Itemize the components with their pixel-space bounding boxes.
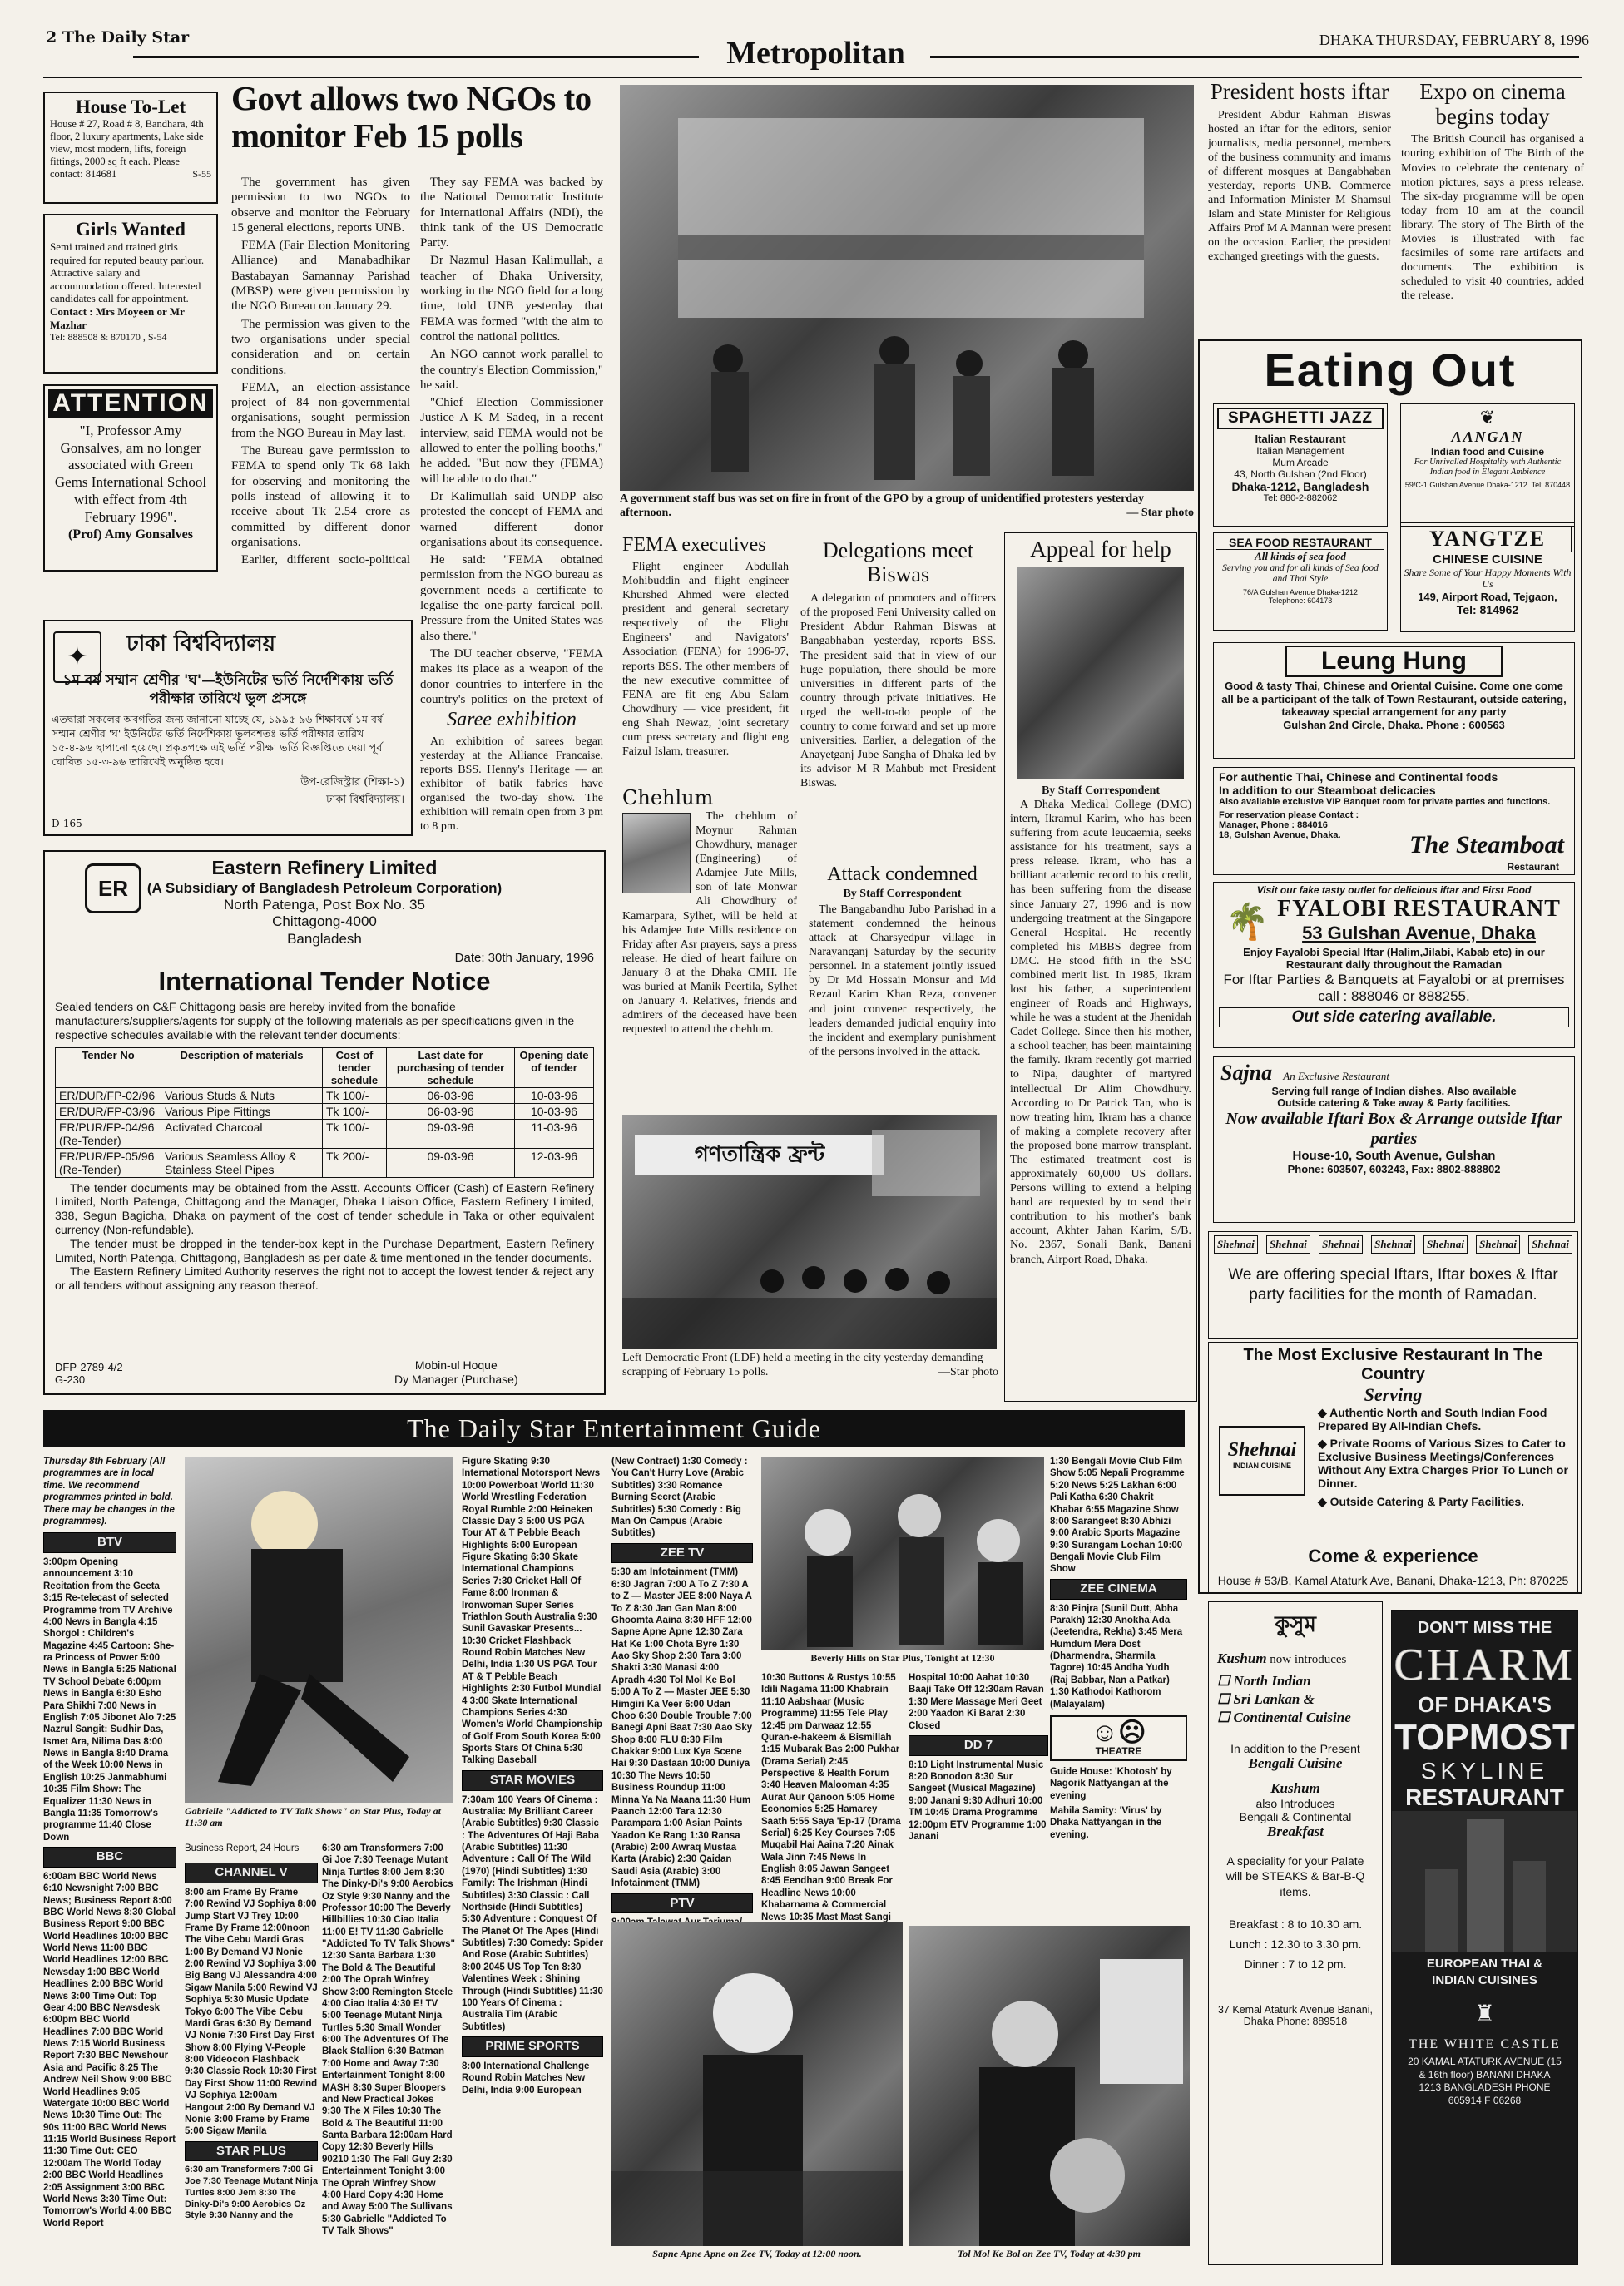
expo-text: The British Council has organised a touring exhibition of The Birth of the Movies to celebrate the centenary of motion pictures, says a press release. The six-day programme will be open today from 10 am at the council library. The story of The Birth of the Movies is illustrated with fac facsimiles of some rare artifacts and documents. The exhibition is scheduled to visit 40 countries, added the release. [1401, 133, 1584, 303]
channel-prime-sports: PRIME SPORTS [462, 2036, 603, 2057]
steamboat-line3: Also available exclusive VIP Banquet room for private parties and functions. [1219, 797, 1551, 807]
sapne-scene [611, 1922, 903, 2246]
lead-paragraph: He said: "FEMA obtained permission from the NGO bureau as government needs a certificate to legalise the one-party farcical poll. Pressure from the United States was also there." [420, 553, 603, 643]
lead-paragraph: The permission was given to the two organisations under special consideration and on certain conditions. [231, 317, 410, 377]
sajna-address: House-10, South Avenue, Gulshan [1292, 1149, 1496, 1163]
lead-column-2 [420, 175, 603, 707]
shehnai-logo-mini: Shehnai [1214, 1235, 1258, 1254]
table-cell: 10-03-96 [515, 1103, 594, 1119]
house-to-let-code: S-55 [192, 168, 211, 180]
fena-headline: FEMA executives [622, 534, 766, 556]
du-body: এতদ্বারা সকলের অবগতির জন্য জানানো যাচ্ছে যে, ১৯৯৫-৯৬ শিক্ষাবর্ষে ১ম বর্ষ সম্মান শ্রেণীর 'ঘ' ইউনিটের ভর্তি নির্দেশিকায় ভুলবশতঃ ভর্তি পরীক্ষার তারিখ ১৫-৪-৯৬ ছাপানো হয়েছে। প্রকৃতপক্ষে এই ভর্তি পরীক্ষা ভর্তি বিজ্ঞপ্তিতে দেয়া পূর্ব ঘোষিত ১৫-৩-৯৬ তারিখেই অনুষ্ঠিত হবে। [52, 713, 383, 768]
aangan-logo-icon: ❦ [1479, 408, 1496, 428]
star-plus-schedule: 6:30 am Transformers 7:00 Gi Joe 7:30 Teenage Mutant Ninja Turtles 8:00 Jem 8:30 The Dinky-Di's 9:00 Aerobics Oz Style 9:30 Nanny and the Professor 10:00 The Beverly Hillbillies 10:30 Ciao Italia 11:00 E! TV 11:30 Gabrielle "Addicted To TV Talk Shows" 12:30 Santa Barbara 1:30 The Bold & The Beautiful 2:00 The Oprah Winfrey Show 3:00 Remington Steele 4:00 Ciao Italia 4:30 E! TV 5:00 Teenage Mutant Ninja Turtles 5:30 Small Wonder 6:00 The Adventures Of The Black Stallion 6:30 Batman 7:00 Home and Away 7:30 Entertainment Tonight 8:00 MASH 8:30 Super Bloopers and New Practical Jokes 9:30 The X Files 10:30 The Bold & The Beautiful 11:00 Santa Barbara 12:00am Hard Copy 12:30 Beverly Hills 90210 1:30 The Fall Guy 2:30 Entertainment Tonight 3:00 The Oprah Winfrey Show 4:00 Hard Copy 4:30 Home and Away 5:00 The Sullivans 5:30 Gabrielle "Addicted To TV Talk Shows" [322, 1843, 455, 2236]
lead-paragraph: An NGO cannot work parallel to the country's Election Commission," he said. [420, 348, 603, 392]
section-title: Metropolitan [726, 36, 905, 71]
steamboat-ad [1213, 767, 1575, 875]
sajna-line1: Serving full range of Indian dishes. Also available [1271, 1086, 1517, 1097]
shehnai-logo-mini: Shehnai [1266, 1235, 1310, 1254]
star-movies-schedule: 7:30am 100 Years Of Cinema : Australia: My Brilliant Career (Arabic Subtitles) 9:30 Classic : The Adventures Of Haji Baba (Arabic Subtitles) 11:30 Adventure : Call Of The Wild (1970) (Hindi Subtitles) 1:30 Family: The Irishman (Hindi Subtitles) 3:30 Classic : Call Northside (Hindi Subtitles) 5:30 Adventure : Conquest Of The Planet Of The Apes (Hindi Subtitles) 7:30 Comedy: Spider And Rose (Arabic Subtitles) 8:00 2045 US Top Ten 8:30 Valentines Week : Shining Through (Hindi Subtitles) 11:30 100 Years Of Cinema : Australia Tim (Arabic Subtitles) [462, 1794, 603, 2032]
ldf-photo-caption [622, 1352, 998, 1402]
kusum-intro-text: now introduces [1270, 1653, 1347, 1666]
tender-col-header: Description of materials [161, 1047, 323, 1087]
channel-v-schedule: 8:00 am Frame By Frame 7:00 Rewind VJ Sophiya 8:00 Jump Start VJ Trey 10:00 Frame By Frame 12:00noon The Vibe Cebu Mardi Gras 1:00 By Demand VJ Nonie 2:00 Rewind VJ Sophiya 3:00 Big Bang VJ Alessandra 4:00 Sigaw Manila 5:00 Rewind VJ Sophiya 5:30 Music Update Tokyo 6:00 The Vibe Cebu Mardi Gras 6:30 By Demand VJ Nonie 7:30 First Day First Show 8:00 Flying V-People 8:00 Videocon Flashback 9:30 Classic Rock 10:30 First Day First Show 11:00 Rewind VJ Sophiya 12:00am Hangout 2:00 By Demand VJ Nonie 3:00 Frame by Frame 5:00 Sigaw Manila [185, 1887, 318, 2137]
appeal-text: A Dhaka Medical College (DMC) intern, Ikramul Karim, who has been suffering from acute leucaemia, seeks assistance for his treatment, says a press release. Ikram, who has a brilliant academic record to his credit, has been suffering from the disease since January 27, 1996 and is now undergoing treatment at the Singapore General Hospital. He recently completed his MBBS degree from DMC. He stood fifth in the SSC combined merit list. In 1985, Ikram lost his father, a superintendent engineer of Roads and Highways, while he was a student at the Jhenidah Cadet College. Since then his mother, a school teacher, has been maintaining the family. Ikram recently got married to Nipa, daughter of martyred intellectual Dr Alim Chowdhury. According to Dr Patrick Tan, who is now treating him, Ikram has a chance of making a complete recovery after the proposed bone marrow transplant. The estimated treatment cost is approximately 60,000 US dollars. Persons willing to extend a helping hand are requested by to send their contribution to his mother's bank account, Akhter Jahan Karim, S/B. No. 2367, Sonali Bank, Banani branch, Airport Road, Dhaka. [1010, 799, 1191, 1266]
saree-headline: Saree exhibition [447, 709, 577, 730]
channel-star-movies: STAR MOVIES [462, 1770, 603, 1791]
ldf-caption-credit: —Star photo [938, 1365, 998, 1378]
kusum-breakfast: Breakfast : 8 to 10.30 am. [1228, 1917, 1363, 1931]
channel-star-plus: STAR PLUS [185, 2141, 318, 2162]
ldf-caption-text: Left Democratic Front (LDF) held a meeting in the city yesterday demanding scrapping of February 15 polls. [622, 1352, 983, 1378]
attention-notice [43, 384, 218, 572]
lead-headline: Govt allows two NGOs to monitor Feb 15 polls [231, 80, 592, 156]
kusum-cuisine: ☐ North Indian [1217, 1673, 1311, 1689]
tender-ref: DFP-2789-4/2 [55, 1360, 123, 1373]
tender-col-header: Tender No [56, 1047, 161, 1087]
tol-mol-scene [909, 1926, 1190, 2246]
spaghetti-line1: Italian Restaurant [1255, 433, 1346, 445]
tender-col-header: Last date for purchasing of tender schedule [387, 1047, 515, 1087]
girls-wanted-ad [43, 214, 218, 374]
seafood-line2: Serving you and for all kinds of Sea food and Thai Style [1222, 563, 1379, 585]
kusum-cuisine-text: Sri Lankan & [1233, 1691, 1315, 1708]
tender-date: Date: 30th January, 1996 [454, 951, 594, 966]
shehnai-feature-text: Private Rooms of Various Sizes to Cater to Exclusive Business Meetings/Conferences Without Any Extra Charges Prior To Lunch or Dinner. [1318, 1437, 1568, 1491]
bbc-schedule: 6:00am BBC World News 6:10 Newsnight 7:00 BBC News; Business Report 8:00 BBC World News 8:30 Global Business Report 9:00 BBC World Headlines 10:00 BBC World News 11:00 BBC World Headlines 12:00 BBC Newsday 1:00 BBC World Headlines 2:00 BBC World News 3:00 Time Out: Top Gear 4:00 BBC Newsdesk 6:00pm BBC World Headlines 7:00 BBC World News 7:15 World Business Report 7:30 BBC Newshour Asia and Pacific 8:25 The Andrew Neil Show 9:00 BBC World Headlines 9:05 Watergate 10:00 BBC World News 10:30 Time Out: The 90s 11:00 BBC World News 11:15 World Business Report 11:30 Time Out: CEO 12:00am The World Today 2:00 BBC World Headlines 2:05 Assignment 3:00 BBC World News 3:30 Time Out: Tomorrow's World 4:00 BBC World Report [43, 1871, 176, 2229]
channel-btv: BTV [43, 1532, 176, 1553]
gabrielle-caption: Gabrielle "Addicted to TV Talk Shows" on Star Plus, Today at 11:30 am [185, 1805, 441, 1829]
sajna-line3: Now available Iftari Box & Arrange outside Iftar parties [1225, 1110, 1562, 1148]
chehlum-headline: Chehlum [622, 786, 714, 809]
gpo-bus-fire-photo [620, 85, 1194, 491]
steamboat-contact: For reservation please Contact : Manager, Phone : 884016 [1219, 810, 1359, 830]
tender-company: Eastern Refinery Limited [211, 857, 438, 878]
leung-hung-text: Good & tasty Thai, Chinese and Oriental Cuisine. Come one come all be a participant of the talk of Town Restaurant, outside catering, takeaway special arrangement for any party [1221, 680, 1567, 719]
sajna-name: Sajna [1220, 1061, 1273, 1085]
shehnai-feature: ◆ Private Rooms of Various Sizes to Cater to Exclusive Business Meetings/Conferences Without Any Extra Charges Prior To Lunch or Dinner. [1318, 1437, 1568, 1491]
shehnai-feature-text: Outside Catering & Party Facilities. [1329, 1494, 1525, 1508]
shehnai-logo-text: Shehnai [1227, 1439, 1297, 1461]
eating-out-title: Eating Out [1264, 344, 1517, 396]
fyalobi-line2: For Iftar Parties & Banquets at Fayalobi or at premises call : 888046 or 888255. [1223, 971, 1565, 1005]
theatre-masks-icon: ☺☹ [1091, 1716, 1146, 1747]
theatre-logo-text: THEATRE [1095, 1744, 1142, 1757]
mahila-listing: Mahila Samity: 'Virus' by Dhaka Nattyangan in the evening. [1050, 1806, 1162, 1840]
fena-story [622, 534, 789, 775]
girls-wanted-title: Girls Wanted [76, 219, 186, 240]
table-cell: ER/DUR/FP-02/96 [56, 1087, 161, 1103]
attack-headline: Attack condemned [827, 863, 978, 885]
white-castle-address: 20 KAMAL ATATURK AVENUE (15 & 16th floor) BANANI DHAKA 1213 BANGLADESH PHONE 605914 F 06268 [1408, 2056, 1562, 2106]
lead-column-1 [231, 175, 410, 570]
kusum-line1: In addition to the Present [1230, 1742, 1360, 1756]
spaghetti-tel: Tel: 880-2-882062 [1263, 493, 1338, 503]
palm-tree-icon: 🌴 [1225, 901, 1270, 942]
leung-hung-address: Gulshan 2nd Circle, Dhaka. Phone : 600563 [1283, 718, 1505, 731]
saree-exhibition-story [420, 709, 603, 838]
misc-schedule: 10:30 Buttons & Rustys 10:55 Idili Nagama 11:00 Khabrain 11:10 Aabshaar (Music Programme) 11:55 Tele Play 12:45 pm Darwaaz 12:55 Quran-e-hakeem & Bismillah 1:15 Mubarak Bas 2:00 Pukhar (Drama Serial) 2:45 Perspective & Health Forum 3:40 Heaven Malooman 4:35 Aurat Aur Qanoon 5:05 Home Economics 5:25 Hamarey Saath 5:55 Saya 'Ep-17 (Drama Serial) 6:25 Key Courses 7:05 Muqabil Hai Aaina 7:20 Ainak Wala Jinn 7:45 News In English 8:05 Jawan Sangeet 8:45 Eendhan 9:00 Break For Headline News 10:00 Khabarnama & Commercial News 10:35 Mast Mast Sangi [761, 1673, 901, 1922]
tender-para-3: The Eastern Refinery Limited Authority reserves the right not to accept the lowest tender & reject any or all tenders without assigning any reason thereof. [55, 1264, 594, 1293]
kusum-logo: কুসুম [1275, 1612, 1316, 1637]
steamboat-name: The Steamboat [1409, 831, 1564, 858]
lead-paragraph: FEMA (Fair Election Monitoring Alliance) and Manabadhikar Bastabayan Samannay Parishad (MBSP) were given permission by the NGO Bureau on January 29. [231, 239, 410, 314]
chehlum-text: The chehlum of Moynur Rahman Chowdhury, manager (Engineering) of Adamjee Jute Mills, son of late Monwar Ali Chowdhury of Kamarpara, Sylhet, will be held at his Adamjee Jute Mills residence on Friday after Asr prayers, says a press release. He died of heart failure on January 8 at the Dhaka CMH. He was buried at Manik Peertila, Sylhet on January 4. Relatives, friends and admirers of the deceased have been requested to attend the chehlum. [622, 810, 797, 1037]
gpo-caption-credit: — Star photo [1126, 506, 1194, 519]
seafood-line1: All kinds of sea food [1255, 550, 1346, 562]
lead-paragraph: Earlier, different socio-political [241, 553, 410, 567]
leung-hung-ad [1213, 642, 1575, 759]
sapne-caption: Sapne Apne Apne on Zee TV, Today at 12:00 noon. [652, 2248, 862, 2259]
du-sign1: উপ-রেজিস্ট্রার (শিক্ষা-১) [300, 775, 404, 789]
yangtze-address: 149, Airport Road, Tejgaon, [1418, 590, 1557, 603]
attack-byline: By Staff Correspondent [843, 888, 962, 900]
aangan-address: 59/C-1 Gulshan Avenue Dhaka-1212. Tel: 870448 [1404, 481, 1571, 490]
tender-code: G-230 [55, 1373, 86, 1387]
du-title: ঢাকা বিশ্ববিদ্যালয় [126, 631, 276, 656]
expo-headline: Expo on cinema begins today [1419, 80, 1566, 129]
beverly-hills-scene [761, 1457, 1044, 1650]
gpo-caption-text: A government staff bus was set on fire in front of the GPO by a group of unidentified protesters yesterday afternoon. [620, 492, 1145, 519]
aangan-line2: For Unrivalled Hospitality with Authentic Indian food in Elegant Ambience [1414, 458, 1562, 477]
fyalobi-name: FYALOBI RESTAURANT [1277, 896, 1561, 922]
kusum-line7: A speciality for your Palate will be STEAKS & Bar-B-Q items. [1225, 1854, 1365, 1898]
fyalobi-line3: Out side catering available. [1219, 1007, 1569, 1027]
tender-para-1: The tender documents may be obtained from the Asstt. Accounts Officer (Cash) of Eastern Refinery Limited, North Patenga, Chittagong and the Manager, Dhaka Liaison Office, Eastern Refinery Limited, 338, Segun Bagicha, Dhaka on payment of the cost of tender schedule in Taka or other equivalent currency (Non-refundable). [55, 1180, 594, 1236]
btv-schedule: 3:00pm Opening announcement 3:10 Recitation from the Geeta 3:15 Re-telecast of selected Programme from TV Archive 4:00 News in Bangla 4:15 Shorgol : Children's Magazine 4:45 Cartoon: She-ra Princess of Power 5:00 News in Bangla 5:25 National TV School Debate 6:00pm News in Bangla 6:30 Esho Para Shikhi 7:00 News in English 7:05 Jibonet Alo 7:25 Nazrul Sangit: Sudhir Das, Ismet Ara, Nilima Das 8:00 News in Bangla 8:40 Drama of the Week 10:00 News in English 10:25 Janmabhumi 10:35 Film Show: The Equalizer 11:30 News in Bangla 11:35 Tomorrow's programme 11:40 Close Down [43, 1557, 176, 1843]
white-castle-t2: CHARM [1394, 1640, 1576, 1690]
table-cell: Activated Charcoal [161, 1119, 323, 1148]
table-row [56, 1087, 594, 1103]
tender-col-header: Cost of tender schedule [323, 1047, 387, 1087]
guide-intro: Thursday 8th February (All programmes are in local time. We recommend programmes printed in bold. There may be changes in the programmes). [43, 1457, 175, 1526]
tender-table [55, 1047, 594, 1178]
table-cell: 06-03-96 [387, 1103, 515, 1119]
table-cell: ER/DUR/FP-03/96 [56, 1103, 161, 1119]
attack-condemned-story [809, 863, 996, 1101]
appeal-headline: Appeal for help [1030, 537, 1171, 562]
channel-ptv: PTV [611, 1893, 753, 1914]
steamboat-line1: For authentic Thai, Chinese and Continental foods [1219, 770, 1498, 784]
bengali-schedule: 1:30 Bengali Movie Club Film Show 5:05 Nepali Programme 5:20 News 5:25 Lakhan 6:00 Pali Katha 6:30 Chakrit Khabar 6:55 Magazine Show 8:00 Sarangeet 8:30 Abhizi 9:00 Arabic Sports Magazine 9:30 Surangam Lochan 10:00 Bengali Movie Club Film Show [1050, 1457, 1185, 1575]
appeal-for-help-story [1004, 532, 1197, 1402]
attack-text: The Bangabandhu Jubo Parishad in a statement condemned the heinous attack at Charsyedpur village in Narayanganj Saturday by the security personnel. In a statement jointly issued by Dr Md Hossain Monsur and Md Rezaul Karim Khan Reza, convener and joint convener respectively, the leaders demanded judicial enquiry into the incident and exemplary punishment of the persons involved in the attack. [809, 903, 996, 1058]
shehnai-iftar-strip [1208, 1231, 1578, 1339]
kusum-cuisine-text: North Indian [1233, 1673, 1311, 1689]
gpo-photo-caption [620, 492, 1194, 526]
white-castle-ad [1391, 1610, 1578, 2265]
kusum-line2: Bengali Cuisine [1248, 1755, 1343, 1772]
shehnai-feature: ◆ Authentic North and South Indian Food Prepared By All-Indian Chefs. [1318, 1406, 1547, 1433]
table-row [56, 1119, 594, 1148]
table-cell: Tk 100/- [323, 1103, 387, 1119]
tender-title: International Tender Notice [158, 967, 491, 997]
zee-top-schedule: (New Contract) 1:30 Comedy : You Can't Hurry Love (Arabic Subtitles) 3:30 Romance Burning Secret (Arabic Subtitles) 5:30 Comedy : Big Man On Campus (Arabic Subtitles) [611, 1457, 748, 1539]
yangtze-line1: CHINESE CUISINE [1433, 552, 1542, 567]
seafood-tel: Telephone: 604173 [1268, 596, 1333, 606]
dateline: DHAKA THURSDAY, FEBRUARY 8, 1996 [1319, 32, 1589, 48]
house-to-let-title: House To-Let [75, 96, 186, 117]
fyalobi-address: 53 Gulshan Avenue, Dhaka [1302, 923, 1536, 943]
tender-subsidiary: (A Subsidiary of Bangladesh Petroleum Corporation) [146, 879, 503, 896]
photo-scene [620, 85, 1194, 491]
zee-tv-schedule: 5:30 am Infotainment (TMM) 6:30 Jagran 7:00 A To Z 7:30 A to Z — Master JEE 8:00 Naya A To Z 8:30 Jan Gan Man 8:00 Ghoomta Aaina 8:30 HFF 12:00 Sapne Apne Apne 12:30 Zara Hat Ke 1:00 Chota Byre 1:30 Aao Sky Shop 2:30 Tara 3:00 Shakti 3:30 Manasi 4:00 Apradh 4:30 Tol Mol Ke Bol 5:00 A To Z — Master JEE 5:30 Himgiri Ka Veer 6:00 Udan Choo 6:30 Double Trouble 7:00 Banegi Apni Baat 7:30 Aao Sky Shop 8:00 FLU 8:30 Film Chakkar 9:00 Lux Kya Scene Hai 9:30 Dastaan 10:00 Duniya 10:30 The News 10:50 Business Roundup 11:00 Minna Ya Na Maana 11:30 Hum Paanch 12:00 Tara 12:30 Parampara 1:00 Asian Paints Yaadon Ke Rang 1:30 Ransa (Arabic) 2:00 Awraq Mustaa Karta (Arabic) 2:30 Qaidan Saudi Asia (Arabic) 3:00 Infotainment (TMM) [611, 1567, 753, 1889]
kusum-ad [1208, 1601, 1383, 2265]
table-cell: Tk 200/- [323, 1148, 387, 1177]
table-cell: 06-03-96 [387, 1087, 515, 1103]
girls-wanted-text: Semi trained and trained girls required for reputed beauty parlour. Attractive salary and accommodation offered. Interested candidates call for appointment. [50, 240, 205, 305]
shehnai-logo-row [1214, 1235, 1572, 1254]
sajna-line2: Outside catering & Take away & Party facilities. [1277, 1097, 1511, 1109]
kusum-address: 37 Kemal Ataturk Avenue Banani, Dhaka Phone: 889518 [1217, 2003, 1373, 2027]
spaghetti-line2: Italian Management [1256, 445, 1344, 457]
kusum-dinner: Dinner : 7 to 12 pm. [1244, 1957, 1347, 1971]
shehnai-logo [1219, 1426, 1305, 1496]
yangtze-tel: Tel: 814962 [1456, 602, 1519, 616]
white-castle-cuisines: EUROPEAN THAI & INDIAN CUISINES [1426, 1957, 1543, 1987]
shehnai-address: House # 53/B, Kamal Ataturk Ave, Banani, Dhaka-1213, Ph: 870225 [1217, 1574, 1569, 1587]
table-cell: Various Seamless Alloy & Stainless Steel Pipes [161, 1148, 323, 1177]
spaghetti-line3: Mum Arcade [1272, 457, 1329, 468]
kusum-cuisine: ☐ Sri Lankan & [1217, 1691, 1315, 1708]
house-to-let-ad [43, 92, 218, 204]
yangtze-name: YANGTZE [1404, 526, 1572, 552]
guide-business-report: Business Report, 24 Hours [185, 1843, 300, 1853]
tender-address1: North Patenga, Post Box No. 35 [224, 896, 425, 913]
president-text: President Abdur Rahman Biswas hosted an iftar for the editors, senior journalists, media personnel, members of the business community and imams of different mosques at Bangabhaban yesterday, reports UNB. Commerce and Information Minister M Shamsul Islam and State Minister for Religious Affairs Prof M A Mannan were present on the occasion. Earlier, the president exchanged greetings with the guests. [1208, 108, 1391, 264]
hospital-schedule: Hospital 10:00 Aahat 10:30 Baaji Take Off 12:30am Ravan 1:30 Mere Massage Meri Geet 2:00 Yaadon Ki Barat 2:30 Closed [909, 1673, 1044, 1731]
table-cell: Various Studs & Nuts [161, 1087, 323, 1103]
delegations-text: A delegation of promoters and officers of the proposed Feni University called on President Abdur Rahman Biswas at Bangabhaban yesterday, reports BSS. The president said that in view of our huge population, there should be more universities in different parts of the country through private initiatives. He urged the well-to-do people of the country to come forward and set up more universities. Earlier, a delegation of the Anayetganj Jube Sangha of Dhaka led by its advisor M R Mahbub met President Biswas. [800, 592, 996, 790]
guide-house-listing: Guide House: 'Khotosh' by Nagorik Nattyangan at the evening [1050, 1766, 1172, 1801]
tender-signer: Mobin-ul Hoque [414, 1358, 498, 1373]
shehnai-ad [1208, 1342, 1578, 1593]
table-cell: 09-03-96 [387, 1148, 515, 1177]
yangtze-ad [1400, 522, 1575, 632]
table-cell: 12-03-96 [515, 1148, 594, 1177]
du-sign2: ঢাকা বিশ্ববিদ্যালয়। [326, 793, 404, 806]
table-cell: 11-03-96 [515, 1119, 594, 1148]
leung-hung-name: Leung Hung [1285, 646, 1503, 677]
theatre-masks-logo [1050, 1715, 1187, 1761]
girls-wanted-contact: Contact : Mrs Moyeen or Mr Mazhar [50, 304, 185, 331]
ldf-meeting-photo [622, 1115, 997, 1349]
du-code: D-165 [52, 818, 82, 829]
tender-notice-ad [43, 850, 606, 1395]
entertainment-guide-banner [43, 1410, 1185, 1447]
masthead-rule-left [133, 56, 699, 58]
fyalobi-ad [1213, 882, 1575, 1048]
shehnai-feature: ◆ Outside Catering & Party Facilities. [1318, 1494, 1525, 1508]
channel-zee-cinema: ZEE CINEMA [1050, 1579, 1187, 1600]
lead-paragraph: Dr Kalimullah said UNDP also protested the concept of FEMA and warned different donor organisations about its consequence. [420, 489, 603, 549]
sajna-phone: Phone: 603507, 603243, Fax: 8802-888802 [1287, 1163, 1501, 1175]
chehlum-story [622, 786, 797, 1098]
spaghetti-address: 43, North Gulshan (2nd Floor) [1234, 468, 1367, 480]
seafood-name: SEA FOOD RESTAURANT [1216, 536, 1384, 550]
table-row [56, 1148, 594, 1177]
erl-logo-icon: ER [85, 863, 141, 913]
table-cell: Various Pipe Fittings [161, 1103, 323, 1119]
table-row [56, 1103, 594, 1119]
table-cell: Tk 100/- [323, 1119, 387, 1148]
tol-mol-caption: Tol Mol Ke Bol on Zee TV, Today at 4:30 pm [958, 2248, 1141, 2259]
channel-v: CHANNEL V [185, 1863, 318, 1883]
aangan-line1: Indian food and Cuisine [1431, 446, 1544, 458]
skyline-illustration [1392, 1811, 1578, 1952]
spaghetti-jazz-ad [1213, 403, 1388, 527]
attention-text: "I, Professor Amy Gonsalves, am no longer associated with Green Gems International School with effect from 4th February 1996". [54, 423, 207, 525]
delegations-headline: Delegations meet Biswas [822, 539, 974, 586]
white-castle-t4: TOPMOST [1394, 1716, 1575, 1758]
beverly-hills-photo [761, 1457, 1044, 1650]
kusum-cuisines [1217, 1672, 1374, 1727]
star-sports-schedule: Figure Skating 9:30 International Motorsport News 10:00 Powerboat World 11:30 World Wrestling Federation Royal Rumble 2:00 Heineken Classic Day 3 5:00 US PGA Tour AT & T Pebble Beach Highlights 6:00 European Figure Skating 6:30 Skate International Champions Series 7:30 Cricket Hall Of Fame 8:00 Ironman & Ironwoman Super Series Triathlon South Australia 9:30 Sunil Gavaskar Presents... 10:30 Cricket Flashback Round Robin Matches New Delhi, India 1:30 US PGA Tour AT & T Pebble Beach Highlights 2:30 Futbol Mundial 4 3:00 Skate International Champions Series 4:30 Women's World Championship of Golf From South Korea 5:00 Sports Stars Of China 5:30 Talking Baseball [462, 1457, 603, 1766]
du-logo-icon: ✦ [53, 631, 102, 683]
appeal-portrait-photo [1017, 567, 1184, 779]
tender-address3: Bangladesh [287, 930, 362, 947]
shehnai-iftar-text: We are offering special Iftars, Iftar boxes & Iftar party facilities for the month of Ramadan. [1228, 1266, 1558, 1304]
lead-paragraph: The government has given permission to two NGOs to observe and monitor the February 15 general elections, reports UNB. [231, 176, 410, 235]
shehnai-title: The Most Exclusive Restaurant In The Country [1243, 1346, 1543, 1383]
aangan-ad [1400, 403, 1575, 527]
white-castle-t1: DON'T MISS THE [1417, 1619, 1552, 1637]
spaghetti-name: SPAGHETTI JAZZ [1217, 408, 1384, 429]
dhaka-university-notice [43, 620, 413, 836]
house-to-let-text: House # 27, Road # 8, Bandhara, 4th floor, 2 luxury apartments, Lake side view, most modern, lifts, foreign fittings, 2000 sq ft each. Please contact: 814681 [50, 118, 204, 180]
fyalobi-top: Visit our fake tasty outlet for delicious iftar and First Food [1256, 884, 1532, 896]
zee-cinema-schedule: 8:30 Pinjra (Sunil Dutt, Abha Parakh) 12:30 Anokha Ada (Jeetendra, Rekha) 3:45 Mera Humdum Mera Dost (Dharmendra, Sharmila Tagore) 10:45 Andha Yudh (Raj Babbar, Nan a Patkar) 1:30 Kathodoi Kathorom (Malayalam) [1050, 1603, 1183, 1710]
masthead-underline [43, 77, 1582, 78]
sajna-ad [1213, 1056, 1575, 1223]
shehnai-logo-mini: Shehnai [1476, 1235, 1520, 1254]
seafood-address: 76/A Gulshan Avenue Dhaka-1212 [1243, 588, 1358, 597]
channel-bbc: BBC [43, 1847, 176, 1868]
shehnai-logo-mini: Shehnai [1371, 1235, 1415, 1254]
shehnai-features [1318, 1406, 1572, 1508]
sapne-apne-apne-photo [611, 1922, 903, 2246]
white-castle-t5: SKYLINE [1420, 1758, 1549, 1784]
attention-title: ATTENTION [48, 389, 213, 418]
castle-crest-icon: ♜ [1473, 2000, 1496, 2028]
shehnai-logo-sub: INDIAN CUISINE [1232, 1462, 1291, 1470]
shehnai-footer: Come & experience [1308, 1546, 1478, 1566]
lead-paragraph: They say FEMA was backed by the National Democratic Institute for International Affairs (NDI), the think tank of the US Democratic Party. [420, 176, 603, 250]
guide-column-2 [185, 1859, 318, 2267]
guide-column-4 [462, 1456, 603, 2267]
guide-column-8 [1050, 1456, 1187, 1922]
shehnai-logo-mini: Shehnai [1423, 1235, 1468, 1254]
star-plus-schedule-start: 6:30 am Transformers 7:00 Gi Joe 7:30 Teenage Mutant Ninja Turtles 8:00 Jem 8:30 The Dinky-Di's 9:00 Aerobics Oz Style 9:30 Nanny and the [185, 2165, 318, 2221]
white-castle-t6: RESTAURANT [1405, 1784, 1564, 1811]
saree-text: An exhibition of sarees began yesterday at the Alliance Francaise, reports BSS. Henny's Heritage — an exhibitor of batik fabrics have organised the two-day show. The exhibition will remain open from 3 pm to 8 pm. [420, 735, 603, 834]
steamboat-address: 18, Gulshan Avenue, Dhaka. [1219, 830, 1341, 840]
tender-intro: Sealed tenders on C&F Chittagong basis are hereby invited from the bonafide manufacturers/suppliers/agents for supply of the following materials as per specifications given in the respective schedules available with the relevant tender documents: [55, 1000, 575, 1042]
shehnai-logo-mini: Shehnai [1319, 1235, 1363, 1254]
tender-signer-title: Dy Manager (Purchase) [394, 1373, 518, 1387]
attention-signature: (Prof) Amy Gonsalves [68, 527, 193, 542]
lead-paragraph: The DU teacher observe, "FEMA makes its place as a weapon of the donor countries to interfere in the country's politics on the pretext of [420, 646, 603, 706]
kusum-line4: also Introduces [1255, 1797, 1335, 1811]
sajna-tag: An Exclusive Restaurant [1283, 1070, 1390, 1082]
ldf-banner-sign: গণতান্ত্রিক ফ্রন্ট [635, 1135, 884, 1175]
yangtze-line2: Share Some of Your Happy Moments With Us [1404, 567, 1572, 591]
page-label: 2 The Daily Star [46, 28, 190, 47]
fyalobi-line1: Enjoy Fayalobi Special Iftar (Halim,Jilabi, Kabab etc) in our Restaurant daily throughout the Ramadan [1243, 946, 1545, 971]
president-headline: President hosts iftar [1210, 80, 1389, 104]
beverly-hills-caption: Beverly Hills on Star Plus, Tonight at 12:30 [810, 1652, 995, 1664]
delegations-story [800, 539, 996, 855]
masthead-rule-right [930, 56, 1579, 58]
white-castle-name: THE WHITE CASTLE [1409, 2037, 1561, 2052]
shehnai-feature-text: Authentic North and South Indian Food Prepared By All-Indian Chefs. [1318, 1406, 1547, 1433]
tol-mol-ke-bol-photo [909, 1926, 1190, 2246]
table-cell: Tk 100/- [323, 1087, 387, 1103]
girls-wanted-tel: Tel: 888508 & 870170 , S-54 [50, 331, 167, 344]
lead-paragraph: FEMA, an election-assistance project of 84 non-governmental organisations, sought permission from the NGO Bureau in May last. [231, 380, 410, 440]
kusum-line5: Bengali & Continental [1239, 1810, 1352, 1824]
table-cell: ER/PUR/FP-05/96 (Re-Tender) [56, 1148, 161, 1177]
table-cell: 09-03-96 [387, 1119, 515, 1148]
seafood-restaurant-ad [1213, 532, 1388, 631]
kusum-line6: Breakfast [1267, 1823, 1324, 1840]
channel-dd7: DD 7 [909, 1735, 1048, 1756]
spaghetti-city: Dhaka-1212, Bangladesh [1231, 480, 1369, 493]
chehlum-portrait [622, 813, 691, 893]
lead-paragraph: Dr Nazmul Hasan Kalimullah, a teacher of Dhaka University, working in the NGO field for a long time, told UNB yesterday that FEMA was formed "with the aim to control the national politics. [420, 254, 603, 344]
table-cell: ER/PUR/FP-04/96 (Re-Tender) [56, 1119, 161, 1148]
appeal-byline: By Staff Correspondent [1041, 784, 1161, 797]
channel-zee-tv: ZEE TV [611, 1543, 753, 1564]
kusum-cuisine: ☐ Continental Cuisine [1217, 1710, 1351, 1726]
kusum-cuisine-text: Continental Cuisine [1233, 1710, 1351, 1726]
shehnai-serving: Serving [1364, 1384, 1423, 1405]
du-subtitle: ১ম বর্ষ সম্মান শ্রেণীর 'ঘ'—ইউনিটের ভর্তি নির্দেশিকায় ভর্তি পরীক্ষার তারিখে ভুল প্রসঙ্গে [62, 672, 394, 708]
lead-paragraph: The Bureau gave permission to FEMA to spend only Tk 68 lakh for observing and monitoring the polls instead of allowing it to receive about Tk 2.54 crore as committed by different donor organisations. [231, 444, 410, 549]
guide-column-7 [909, 1672, 1048, 1922]
steamboat-tag: Restaurant [1507, 861, 1559, 873]
gabrielle-figure [185, 1457, 453, 1803]
prime-sports-schedule: 8:00 International Challenge Round Robin Matches New Delhi, India 9:00 European [462, 2061, 590, 2096]
lead-paragraph: "Chief Election Commissioner Justice A K M Sadeq, in a recent interview, said FEMA would not be allowed to enter the polling booths," he added. "But now they (FEMA) will be able to do that." [420, 396, 603, 486]
president-iftar-story [1208, 80, 1391, 334]
gabrielle-photo [185, 1457, 453, 1803]
guide-column-1 [43, 1456, 176, 2267]
guide-column-3 [322, 1843, 455, 2267]
kusum-lunch: Lunch : 12.30 to 3.30 pm. [1229, 1937, 1362, 1951]
steamboat-line2: In addition to our Steamboat delicacies [1219, 784, 1436, 797]
expo-cinema-story [1401, 80, 1584, 334]
ldf-scene [622, 1115, 997, 1349]
tender-col-header: Opening date of tender [515, 1047, 594, 1087]
shehnai-logo-mini: Shehnai [1528, 1235, 1572, 1254]
table-cell: 10-03-96 [515, 1087, 594, 1103]
kusum-intro-name: Kushum [1217, 1650, 1267, 1666]
tender-para-2: The tender must be dropped in the tender-box kept in the Purchase Department, Eastern Refinery Limited, North Patenga, Chittagong, Bangladesh as per date & time mentioned in the tender documents. [55, 1236, 594, 1264]
tender-address2: Chittagong-4000 [272, 913, 377, 930]
fena-text: Flight engineer Abdullah Mohibuddin and flight engineer Khurshed Ahmed were elected president and general secretary respectively of the Flight Engineers' and Navigators' Association (FENA) for 1996-97, reports BSS. The other members of the new executive committee of FENA are fit eng Abu Salam Chowdhury — vice president, fit eng Shah Newaz, joint secretary cum press secretary and flight eng Faizul Islam, treasurer. [622, 561, 789, 759]
kusum-line3: Kushum [1270, 1780, 1320, 1797]
entertainment-guide-title: The Daily Star Entertainment Guide [407, 1413, 821, 1443]
aangan-name: AANGAN [1451, 428, 1524, 445]
white-castle-t3: OF DHAKA'S [1418, 1691, 1552, 1717]
dd7-schedule: 8:10 Light Instrumental Music 8:20 Bonodon 8:30 Sur Sangeet (Musical Magazine) 9:00 Janani 9:30 Adhuri 10:00 TM 10:45 Drama Programme 12:00pm ETV Programme 1:00 Janani [909, 1759, 1047, 1842]
